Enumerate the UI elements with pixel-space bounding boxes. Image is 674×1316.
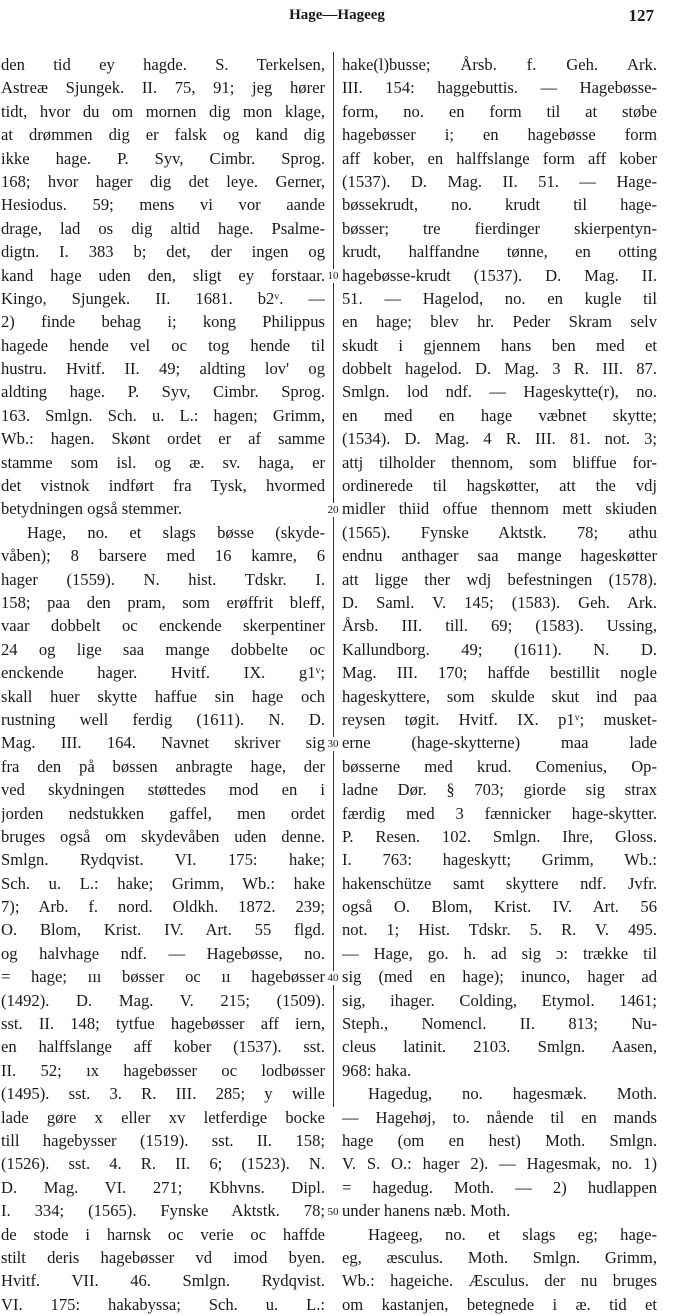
text-line: 163. Smlgn. Sch. u. L.: hagen; Grimm,: [1, 405, 325, 425]
text-line: ladne Dør. § 703; giorde sig strax: [342, 780, 657, 800]
text-line: hager (1559). N. hist. Tdskr. I.: [1, 569, 325, 589]
text-line: hake(l)busse; Årsb. f. Geh. Ark.: [342, 55, 657, 74]
text-line: aff kober, en halffslange form aff kober: [342, 148, 657, 168]
line-number: 30: [325, 737, 341, 751]
text-line: Mag. III. 164. Navnet skriver sig: [1, 733, 325, 753]
text-line: sig, ihager. Colding, Etymol. 1461;: [342, 990, 657, 1010]
text-line: (1526). sst. 4. R. II. 6; (1523). N.: [1, 1154, 325, 1174]
text-line: reysen tøgit. Hvitf. IX. p1ᵛ; musket-: [342, 709, 657, 729]
page-number: 127: [628, 6, 654, 25]
page-header: [0, 0, 674, 40]
text-line: Astreæ Sjungek. II. 75, 91; jeg hører: [1, 78, 325, 98]
column-divider: [333, 52, 334, 1107]
text-line: I. 334; (1565). Fynske Aktstk. 78;: [1, 1201, 325, 1221]
text-line: bøssekrudt, no. krudt til hage-: [342, 195, 657, 215]
text-line: tidt, hvor du om mornen dig mon klage,: [1, 101, 325, 121]
text-line: digtn. I. 383 b; det, der ingen og: [1, 242, 325, 262]
running-title: Hage—Hageeg: [289, 7, 385, 23]
text-line: en med en hage væbnet skytte;: [342, 405, 657, 425]
text-line: vaar dobbelt oc enckende skerpentiner: [1, 616, 325, 636]
text-line: Smlgn. lod ndf. — Hageskytte(r), no.: [342, 382, 657, 402]
line-number: 10: [325, 269, 341, 283]
text-line: det vistnok indført fra Tysk, hvormed: [1, 476, 325, 496]
text-line: og halvhage ndf. — Hagebøsse, no.: [1, 943, 325, 963]
text-line: midler thiid offue thennom mett skiuden: [342, 499, 657, 519]
text-line: Hesiodus. 59; mens vi vor aande: [1, 195, 325, 215]
text-line: (1495). sst. 3. R. III. 285; y wille: [1, 1084, 325, 1104]
text-line: enckende hager. Hvitf. IX. g1ᵛ;: [1, 663, 325, 683]
text-line: Hagedug, no. hagesmæk. Moth.: [368, 1084, 657, 1104]
text-line: Hageeg, no. et slags eg; hage-: [368, 1224, 657, 1244]
text-line: 2) finde behag i; kong Philippus: [1, 312, 325, 332]
line-number: 20: [325, 503, 341, 517]
left-column: [1, 53, 325, 1316]
text-line: drage, lad os dig altid hage. Psalme-: [1, 218, 325, 238]
text-line: O. Blom, Krist. IV. Art. 55 flgd.: [1, 920, 325, 940]
text-line: stilt deris hagebøsser vd imod byen.: [1, 1247, 325, 1267]
text-line: ved skydningen støttedes mod en i: [1, 780, 325, 800]
text-line: jorden nedstukken gaffel, men ordet: [1, 803, 325, 823]
text-line: Årsb. III. till. 69; (1583). Ussing,: [342, 616, 657, 636]
text-line: at drømmen dig er falsk og kand dig: [1, 125, 325, 145]
text-line: — Hage, go. h. ad sig ɔ: trække til: [342, 943, 657, 963]
text-line: I. 763: hageskytt; Grimm, Wb.:: [342, 850, 657, 870]
text-line: bruges også om skydevåben uden denne.: [1, 826, 325, 846]
text-line: Smlgn. Rydqvist. VI. 175: hake;: [1, 850, 325, 870]
text-line: attj tilholder thennom, som bliffue for-: [342, 452, 657, 472]
text-line: hagebøsse-krudt (1537). D. Mag. II.: [342, 265, 657, 285]
line-number: 50: [325, 1205, 341, 1219]
text-line: Hage, no. et slags bøsse (skyde-: [27, 522, 325, 542]
text-line: 24 og lige saa mange dobbelte oc: [1, 639, 325, 659]
text-line: ikke hage. P. Syv, Cimbr. Sprog.: [1, 148, 325, 168]
text-line: færdig med 3 fænnicker hage-skytter.: [342, 803, 657, 823]
text-line: P. Resen. 102. Smlgn. Ihre, Gloss.: [342, 826, 657, 846]
text-line: om kastanjen, betegnede i æ. tid et: [342, 1294, 657, 1314]
text-line: Hvitf. VII. 46. Smlgn. Rydqvist.: [1, 1271, 325, 1291]
text-line: 168; hvor hager dig det leye. Gerner,: [1, 171, 325, 191]
text-line: bøsserne med krud. Comenius, Op-: [342, 756, 657, 776]
text-line: cleus latinit. 2103. Smlgn. Aasen,: [342, 1037, 657, 1057]
text-line: D. Saml. V. 145; (1583). Geh. Ark.: [342, 592, 657, 612]
text-line: VI. 175: hakabyssa; Sch. u. L.:: [1, 1294, 325, 1314]
text-line: form, no. en form til at støbe: [342, 101, 657, 121]
text-line: rustning well ferdig (1611). N. D.: [1, 709, 325, 729]
text-line: lade gøre x eller xv letferdige bocke: [1, 1107, 325, 1127]
text-line: II. 52; ıx hagebøsser oc lodbøsser: [1, 1060, 325, 1080]
text-line: 51. — Hagelod, no. en kugle til: [342, 288, 657, 308]
text-line: våben); 8 barsere med 16 kamre, 6: [1, 546, 325, 566]
text-line: endnu anthager saa mange hageskøtter: [342, 546, 657, 566]
line-number: 40: [325, 971, 341, 985]
text-line: erne (hage-skytterne) maa lade: [342, 733, 657, 753]
text-line: 158; paa den pram, som erøffrit bleff,: [1, 592, 325, 612]
text-line: også O. Blom, Krist. IV. Art. 56: [342, 897, 657, 917]
text-line: de stode i harnsk oc verie oc haffde: [1, 1224, 325, 1244]
text-line: dobbelt hagelod. D. Mag. 3 R. III. 87.: [342, 359, 657, 379]
text-line: sst. II. 148; tytfue hagebøsser aff iern,: [1, 1014, 325, 1034]
right-column: [342, 53, 657, 1316]
text-line: aldting hage. P. Syv, Cimbr. Sprog.: [1, 382, 325, 402]
text-line: Wb.: hageiche. Æsculus. der nu bruges: [342, 1271, 657, 1291]
text-line: hage (om en hest) Moth. Smlgn.: [342, 1130, 657, 1150]
text-line: hakenschütze samt skyttere ndf. Jvfr.: [342, 873, 657, 893]
text-line: krudt, halffandne tønne, en otting: [342, 242, 657, 262]
text-line: Kingo, Sjungek. II. 1681. b2ᵛ. —: [1, 288, 325, 308]
text-line: Sch. u. L.: hake; Grimm, Wb.: hake: [1, 873, 325, 893]
text-line: — Hagehøj, to. nående til en mands: [342, 1107, 657, 1127]
text-line: ordinerede til hagskøtter, att the vdj: [342, 476, 657, 496]
text-line: under hanens næb. Moth.: [342, 1201, 511, 1221]
text-line: V. S. O.: hager 2). — Hagesmak, no. 1): [342, 1154, 657, 1174]
text-line: 968: haka.: [342, 1060, 412, 1080]
text-line: (1534). D. Mag. 4 R. III. 81. not. 3;: [342, 429, 657, 449]
text-line: kand hage uden den, sligt ey forstaar.: [1, 265, 325, 285]
text-line: skudt i gjennem hans ben med et: [342, 335, 657, 355]
text-line: att ligge ther wdj befestningen (1578).: [342, 569, 657, 589]
text-line: Steph., Nomencl. II. 813; Nu-: [342, 1014, 657, 1034]
text-line: fra den på bøssen anbragte hage, der: [1, 756, 325, 776]
text-line: eg, æsculus. Moth. Smlgn. Grimm,: [342, 1247, 657, 1267]
text-line: (1492). D. Mag. V. 215; (1509).: [1, 990, 325, 1010]
text-line: den tid ey hagde. S. Terkelsen,: [1, 55, 325, 74]
text-line: (1537). D. Mag. II. 51. — Hage-: [342, 171, 657, 191]
text-line: 7); Arb. f. nord. Oldkh. 1872. 239;: [1, 897, 325, 917]
text-line: betydningen også stemmer.: [1, 499, 183, 519]
text-line: Mag. III. 170; haffde bestillit nogle: [342, 663, 657, 683]
text-line: hustru. Hvitf. II. 49; aldting lov' og: [1, 359, 325, 379]
text-line: III. 154: haggebuttis. — Hagebøsse-: [342, 78, 657, 98]
text-line: till hagebysser (1519). sst. II. 158;: [1, 1130, 325, 1150]
text-line: en halffslange aff kober (1537). sst.: [1, 1037, 325, 1057]
text-line: hagebøsser i; en hagebøsse form: [342, 125, 657, 145]
text-line: bøsser; tre fierdinger skierpentyn-: [342, 218, 657, 238]
text-line: not. 1; Hist. Tdskr. 5. R. V. 495.: [342, 920, 657, 940]
text-line: sig (med en hage); inunco, hager ad: [342, 967, 657, 987]
text-line: stamme som isl. og æ. sv. haga, er: [1, 452, 325, 472]
text-line: hagede hende vel oc tog hende til: [1, 335, 325, 355]
text-line: skall huer skytte haffue sin hage och: [1, 686, 325, 706]
text-line: D. Mag. VI. 271; Kbhvns. Dipl.: [1, 1177, 325, 1197]
text-line: (1565). Fynske Aktstk. 78; athu: [342, 522, 657, 542]
text-line: hageskyttere, som skulde skut ind paa: [342, 686, 657, 706]
text-line: Kallundborg. 49; (1611). N. D.: [342, 639, 657, 659]
text-line: = hage; ııı bøsser oc ıı hagebøsser: [1, 967, 325, 987]
text-line: = hagedug. Moth. — 2) hudlappen: [342, 1177, 657, 1197]
text-line: en hage; blev hr. Peder Skram selv: [342, 312, 657, 332]
text-line: Wb.: hagen. Skønt ordet er af samme: [1, 429, 325, 449]
